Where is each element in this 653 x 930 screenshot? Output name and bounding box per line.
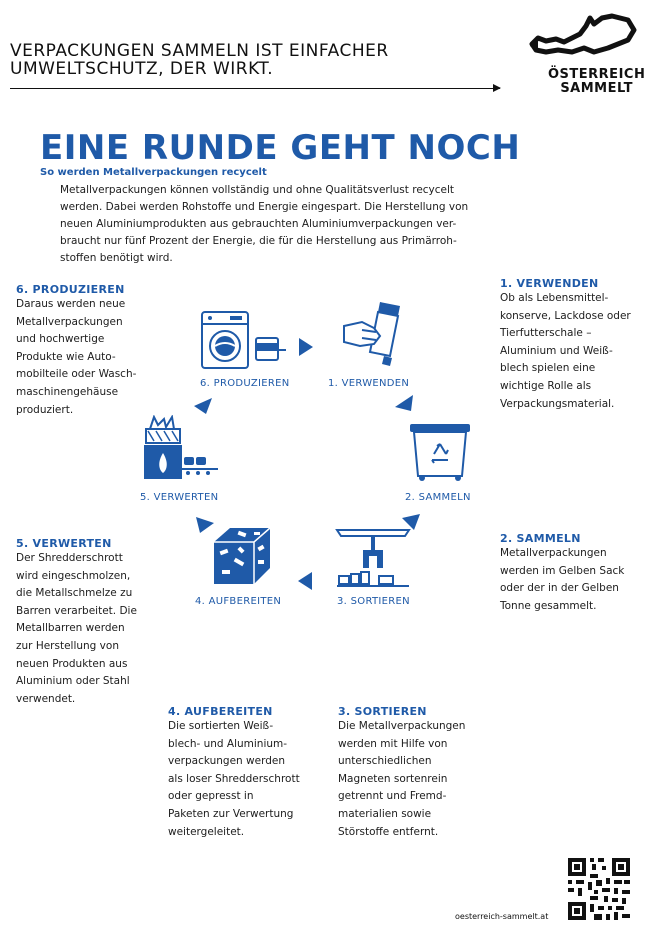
step-line: als loser Shredderschrott bbox=[168, 772, 300, 785]
washing-machine-icon bbox=[200, 310, 290, 372]
step-line: weitergeleitet. bbox=[168, 825, 245, 838]
step-line: die Metallschmelze zu bbox=[16, 587, 133, 600]
cycle-label-produzieren: 6. PRODUZIEREN bbox=[200, 378, 290, 389]
step-line: zur Herstellung von bbox=[16, 639, 119, 652]
arrow-down-right-icon bbox=[393, 393, 415, 411]
header-line-1: VERPACKUNGEN SAMMELN IST EINFACHER bbox=[10, 41, 389, 61]
hand-can-icon bbox=[340, 298, 410, 370]
step-line: maschinengehäuse bbox=[16, 385, 119, 398]
step-verwerten bbox=[16, 537, 166, 708]
step-line: Tonne gesammelt. bbox=[500, 599, 597, 612]
cycle-label-verwerten: 5. VERWERTEN bbox=[140, 492, 219, 503]
step-line: unterschiedlichen bbox=[338, 755, 432, 768]
step-text bbox=[338, 718, 498, 841]
step-line: Metallverpackungen bbox=[500, 547, 607, 559]
step-line: wird eingeschmolzen, bbox=[16, 569, 131, 582]
step-text bbox=[500, 545, 650, 615]
logo-line-2: SAMMELT bbox=[560, 81, 633, 96]
step-line: verpackungen werden bbox=[168, 755, 286, 768]
step-line: blech- und Aluminium- bbox=[168, 737, 288, 750]
footer-url[interactable]: oesterreich-sammelt.at bbox=[455, 912, 549, 921]
step-text bbox=[168, 718, 328, 841]
step-text bbox=[16, 550, 166, 708]
step-line: Produkte wie Auto- bbox=[16, 350, 116, 363]
step-line: Der Shredderschrott bbox=[16, 552, 123, 564]
step-line: Verpackungsmaterial. bbox=[500, 397, 615, 410]
step-line: Ob als Lebensmittel- bbox=[500, 292, 609, 304]
cycle-label-sortieren: 3. SORTIEREN bbox=[337, 596, 410, 607]
step-title: 5. VERWERTEN bbox=[16, 537, 112, 550]
step-title: 1. VERWENDEN bbox=[500, 277, 599, 290]
step-line: Barren verarbeitet. Die bbox=[16, 604, 137, 617]
step-produzieren bbox=[16, 283, 166, 419]
step-line: Aluminium oder Stahl bbox=[16, 675, 130, 688]
step-title: 4. AUFBEREITEN bbox=[168, 705, 273, 718]
step-verwenden bbox=[500, 277, 650, 413]
step-sortieren bbox=[338, 705, 498, 841]
arrow-right-icon bbox=[297, 336, 315, 358]
step-line: Tierfutterschale – bbox=[500, 327, 592, 340]
intro-line: braucht nur fünf Prozent der Energie, die für die Herstellung aus Primärroh- bbox=[60, 235, 457, 247]
intro-line: Metallverpackungen können vollständig und ohne Qualitätsverlust recycelt bbox=[60, 184, 455, 196]
step-line: Die sortierten Weiß- bbox=[168, 720, 274, 732]
step-title: 2. SAMMELN bbox=[500, 532, 581, 545]
austria-map-icon bbox=[528, 8, 638, 62]
intro-line: stoffen benötigt wird. bbox=[60, 252, 173, 264]
step-line: blech spielen eine bbox=[500, 362, 596, 375]
page-subtitle: So werden Metallverpackungen recycelt bbox=[40, 167, 267, 178]
step-line: Daraus werden neue bbox=[16, 298, 126, 310]
header-line-2: UMWELTSCHUTZ, DER WIRKT. bbox=[10, 59, 274, 79]
intro-line: werden. Dabei werden Rohstoffe und Energie eingespart. Die Herstellung von bbox=[60, 201, 469, 213]
step-title: 6. PRODUZIEREN bbox=[16, 283, 125, 296]
step-text bbox=[500, 290, 650, 413]
step-line: und hochwertige bbox=[16, 333, 105, 346]
step-line: oder der in der Gelben bbox=[500, 582, 619, 595]
step-line: Die Metallverpackungen bbox=[338, 720, 466, 732]
step-line: Magneten sortenrein bbox=[338, 772, 448, 785]
step-line: Metallverpackungen bbox=[16, 315, 123, 328]
intro-line: neuen Aluminiumprodukten aus gebrauchten Aluminiumverpackungen ver- bbox=[60, 218, 457, 230]
arrow-up-left-icon bbox=[194, 515, 216, 535]
step-aufbereiten bbox=[168, 705, 328, 841]
cycle-label-aufbereiten: 4. AUFBEREITEN bbox=[195, 596, 282, 607]
cycle-label-verwenden: 1. VERWENDEN bbox=[328, 378, 410, 389]
step-line: produziert. bbox=[16, 403, 74, 416]
arrow-down-left-icon bbox=[400, 512, 422, 532]
step-line: konserve, Lackdose oder bbox=[500, 309, 631, 322]
step-line: Metallbarren werden bbox=[16, 622, 125, 635]
intro-text bbox=[60, 182, 480, 267]
step-line: Störstoffe entfernt. bbox=[338, 825, 439, 838]
logo-line-1: ÖSTERREICH bbox=[548, 67, 646, 82]
step-line: werden im Gelben Sack bbox=[500, 564, 625, 577]
header-divider-arrow bbox=[10, 88, 500, 89]
step-line: oder gepresst in bbox=[168, 790, 254, 803]
cycle-label-sammeln: 2. SAMMELN bbox=[405, 492, 471, 503]
arrow-left-icon bbox=[296, 570, 314, 592]
furnace-icon bbox=[140, 415, 220, 487]
step-line: werden mit Hilfe von bbox=[338, 737, 448, 750]
step-line: verwendet. bbox=[16, 692, 76, 705]
logo-text bbox=[548, 68, 645, 96]
magnet-sorting-icon bbox=[335, 524, 411, 590]
step-line: mobilteile oder Wasch- bbox=[16, 368, 137, 381]
header-title bbox=[10, 42, 440, 78]
step-line: Paketen zur Verwertung bbox=[168, 807, 294, 820]
step-line: neuen Produkten aus bbox=[16, 657, 128, 670]
step-line: getrennt und Fremd- bbox=[338, 790, 447, 803]
step-sammeln bbox=[500, 532, 650, 615]
step-line: Aluminium und Weiß- bbox=[500, 344, 613, 357]
scrap-cube-icon bbox=[210, 524, 274, 588]
step-text bbox=[16, 296, 166, 419]
page-title: EINE RUNDE GEHT NOCH bbox=[40, 128, 521, 168]
step-line: materialien sowie bbox=[338, 807, 432, 820]
qr-code-icon[interactable] bbox=[566, 856, 632, 922]
arrow-up-right-icon bbox=[192, 396, 214, 416]
recycling-bin-icon bbox=[408, 420, 472, 482]
step-title: 3. SORTIEREN bbox=[338, 705, 427, 718]
step-line: wichtige Rolle als bbox=[500, 379, 592, 392]
